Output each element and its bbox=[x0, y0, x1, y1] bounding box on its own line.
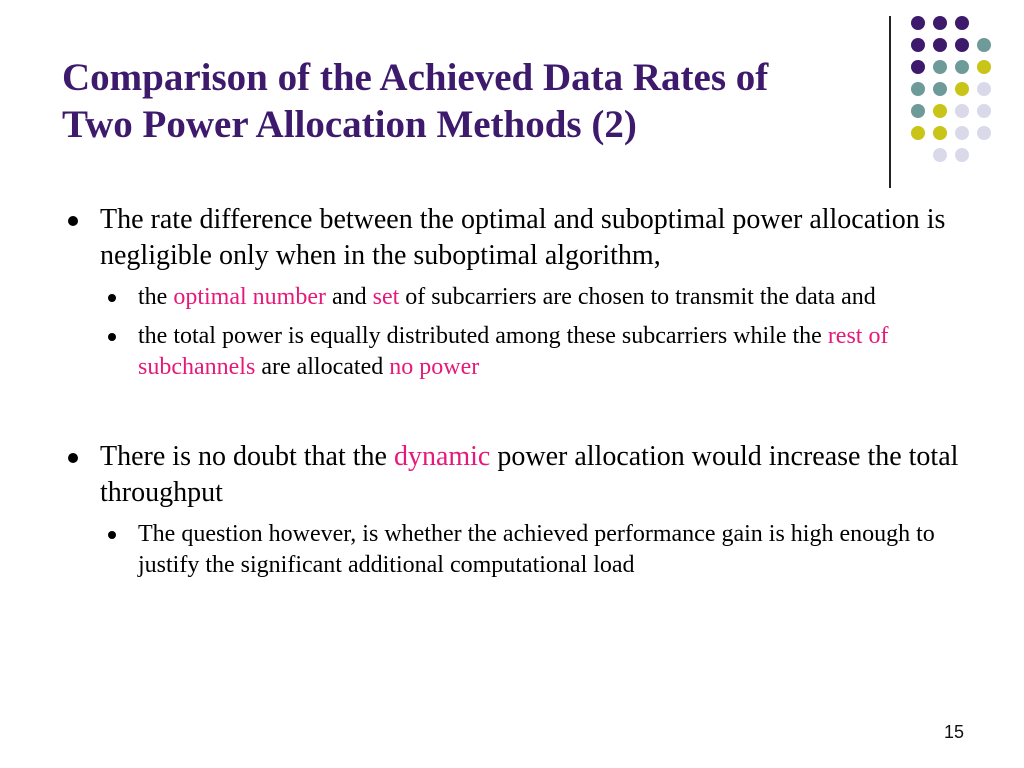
page-number: 15 bbox=[943, 722, 964, 742]
decorative-dot bbox=[977, 82, 991, 96]
decorative-dot bbox=[911, 82, 925, 96]
text-run: are allocated bbox=[255, 354, 390, 380]
sub-bullet-dot bbox=[108, 531, 116, 539]
decorative-dot bbox=[933, 104, 947, 118]
decorative-dot bbox=[955, 148, 969, 162]
highlight-no-power: no power bbox=[389, 354, 480, 380]
title-line-1: Comparison of the Achieved Data Rates of bbox=[62, 56, 769, 99]
decorative-dot bbox=[933, 60, 947, 74]
slide-title bbox=[62, 54, 862, 148]
title-line-2: Two Power Allocation Methods (2) bbox=[62, 103, 637, 146]
decorative-dot bbox=[933, 38, 947, 52]
highlight-optimal-number: optimal number bbox=[173, 284, 326, 310]
decorative-dot bbox=[977, 126, 991, 140]
decorative-dot bbox=[933, 16, 947, 30]
slide-body bbox=[62, 202, 962, 581]
sub-bullet-text bbox=[138, 323, 888, 380]
decorative-dot bbox=[911, 38, 925, 52]
decorative-dot bbox=[933, 82, 947, 96]
sub-bullet-1-2 bbox=[62, 321, 962, 383]
sub-bullet-dot bbox=[108, 333, 116, 341]
decorative-dot bbox=[911, 104, 925, 118]
bullet-1-text: The rate difference between the optimal and suboptimal power allocation is negligible only when in the suboptimal algorithm, bbox=[100, 204, 946, 271]
sub-bullet-dot bbox=[108, 294, 116, 302]
bullet-1 bbox=[62, 202, 962, 274]
decorative-dot bbox=[955, 38, 969, 52]
decorative-dot bbox=[955, 104, 969, 118]
text-run: and bbox=[325, 284, 373, 310]
decorative-dot bbox=[911, 16, 925, 30]
text-run: power allocation would increase the total throughput bbox=[100, 441, 959, 508]
decorative-dot bbox=[911, 126, 925, 140]
bullet-2-text bbox=[100, 441, 958, 508]
title-divider-line bbox=[889, 16, 891, 188]
sub-bullet-1-1 bbox=[62, 282, 962, 313]
decorative-dot bbox=[933, 126, 947, 140]
sub-bullet-text bbox=[138, 284, 876, 310]
bullet-2 bbox=[62, 439, 962, 511]
highlight-dynamic: dynamic bbox=[393, 441, 491, 472]
bullet-dot bbox=[68, 216, 78, 226]
decorative-dot bbox=[977, 38, 991, 52]
decorative-dot bbox=[977, 104, 991, 118]
text-run: of subcarriers are chosen to transmit the data and bbox=[399, 284, 876, 310]
decorative-dot bbox=[977, 60, 991, 74]
bullet-dot bbox=[68, 453, 78, 463]
decorative-dot bbox=[911, 60, 925, 74]
decorative-dot bbox=[955, 82, 969, 96]
text-run: the bbox=[138, 284, 174, 310]
sub-bullet-2-1 bbox=[62, 519, 962, 581]
highlight-set: set bbox=[372, 284, 400, 310]
text-run: There is no doubt that the bbox=[100, 441, 394, 472]
decorative-dot bbox=[933, 148, 947, 162]
decorative-dot bbox=[955, 126, 969, 140]
decorative-dot bbox=[955, 60, 969, 74]
text-run: the total power is equally distributed among these subcarriers while the bbox=[138, 323, 828, 349]
highlight-rest-of-subchannels: rest of subchannels bbox=[138, 323, 889, 380]
sub-bullet-text: The question however, is whether the achieved performance gain is high enough to justify the significant additional computational load bbox=[138, 521, 935, 578]
decorative-dot bbox=[955, 16, 969, 30]
